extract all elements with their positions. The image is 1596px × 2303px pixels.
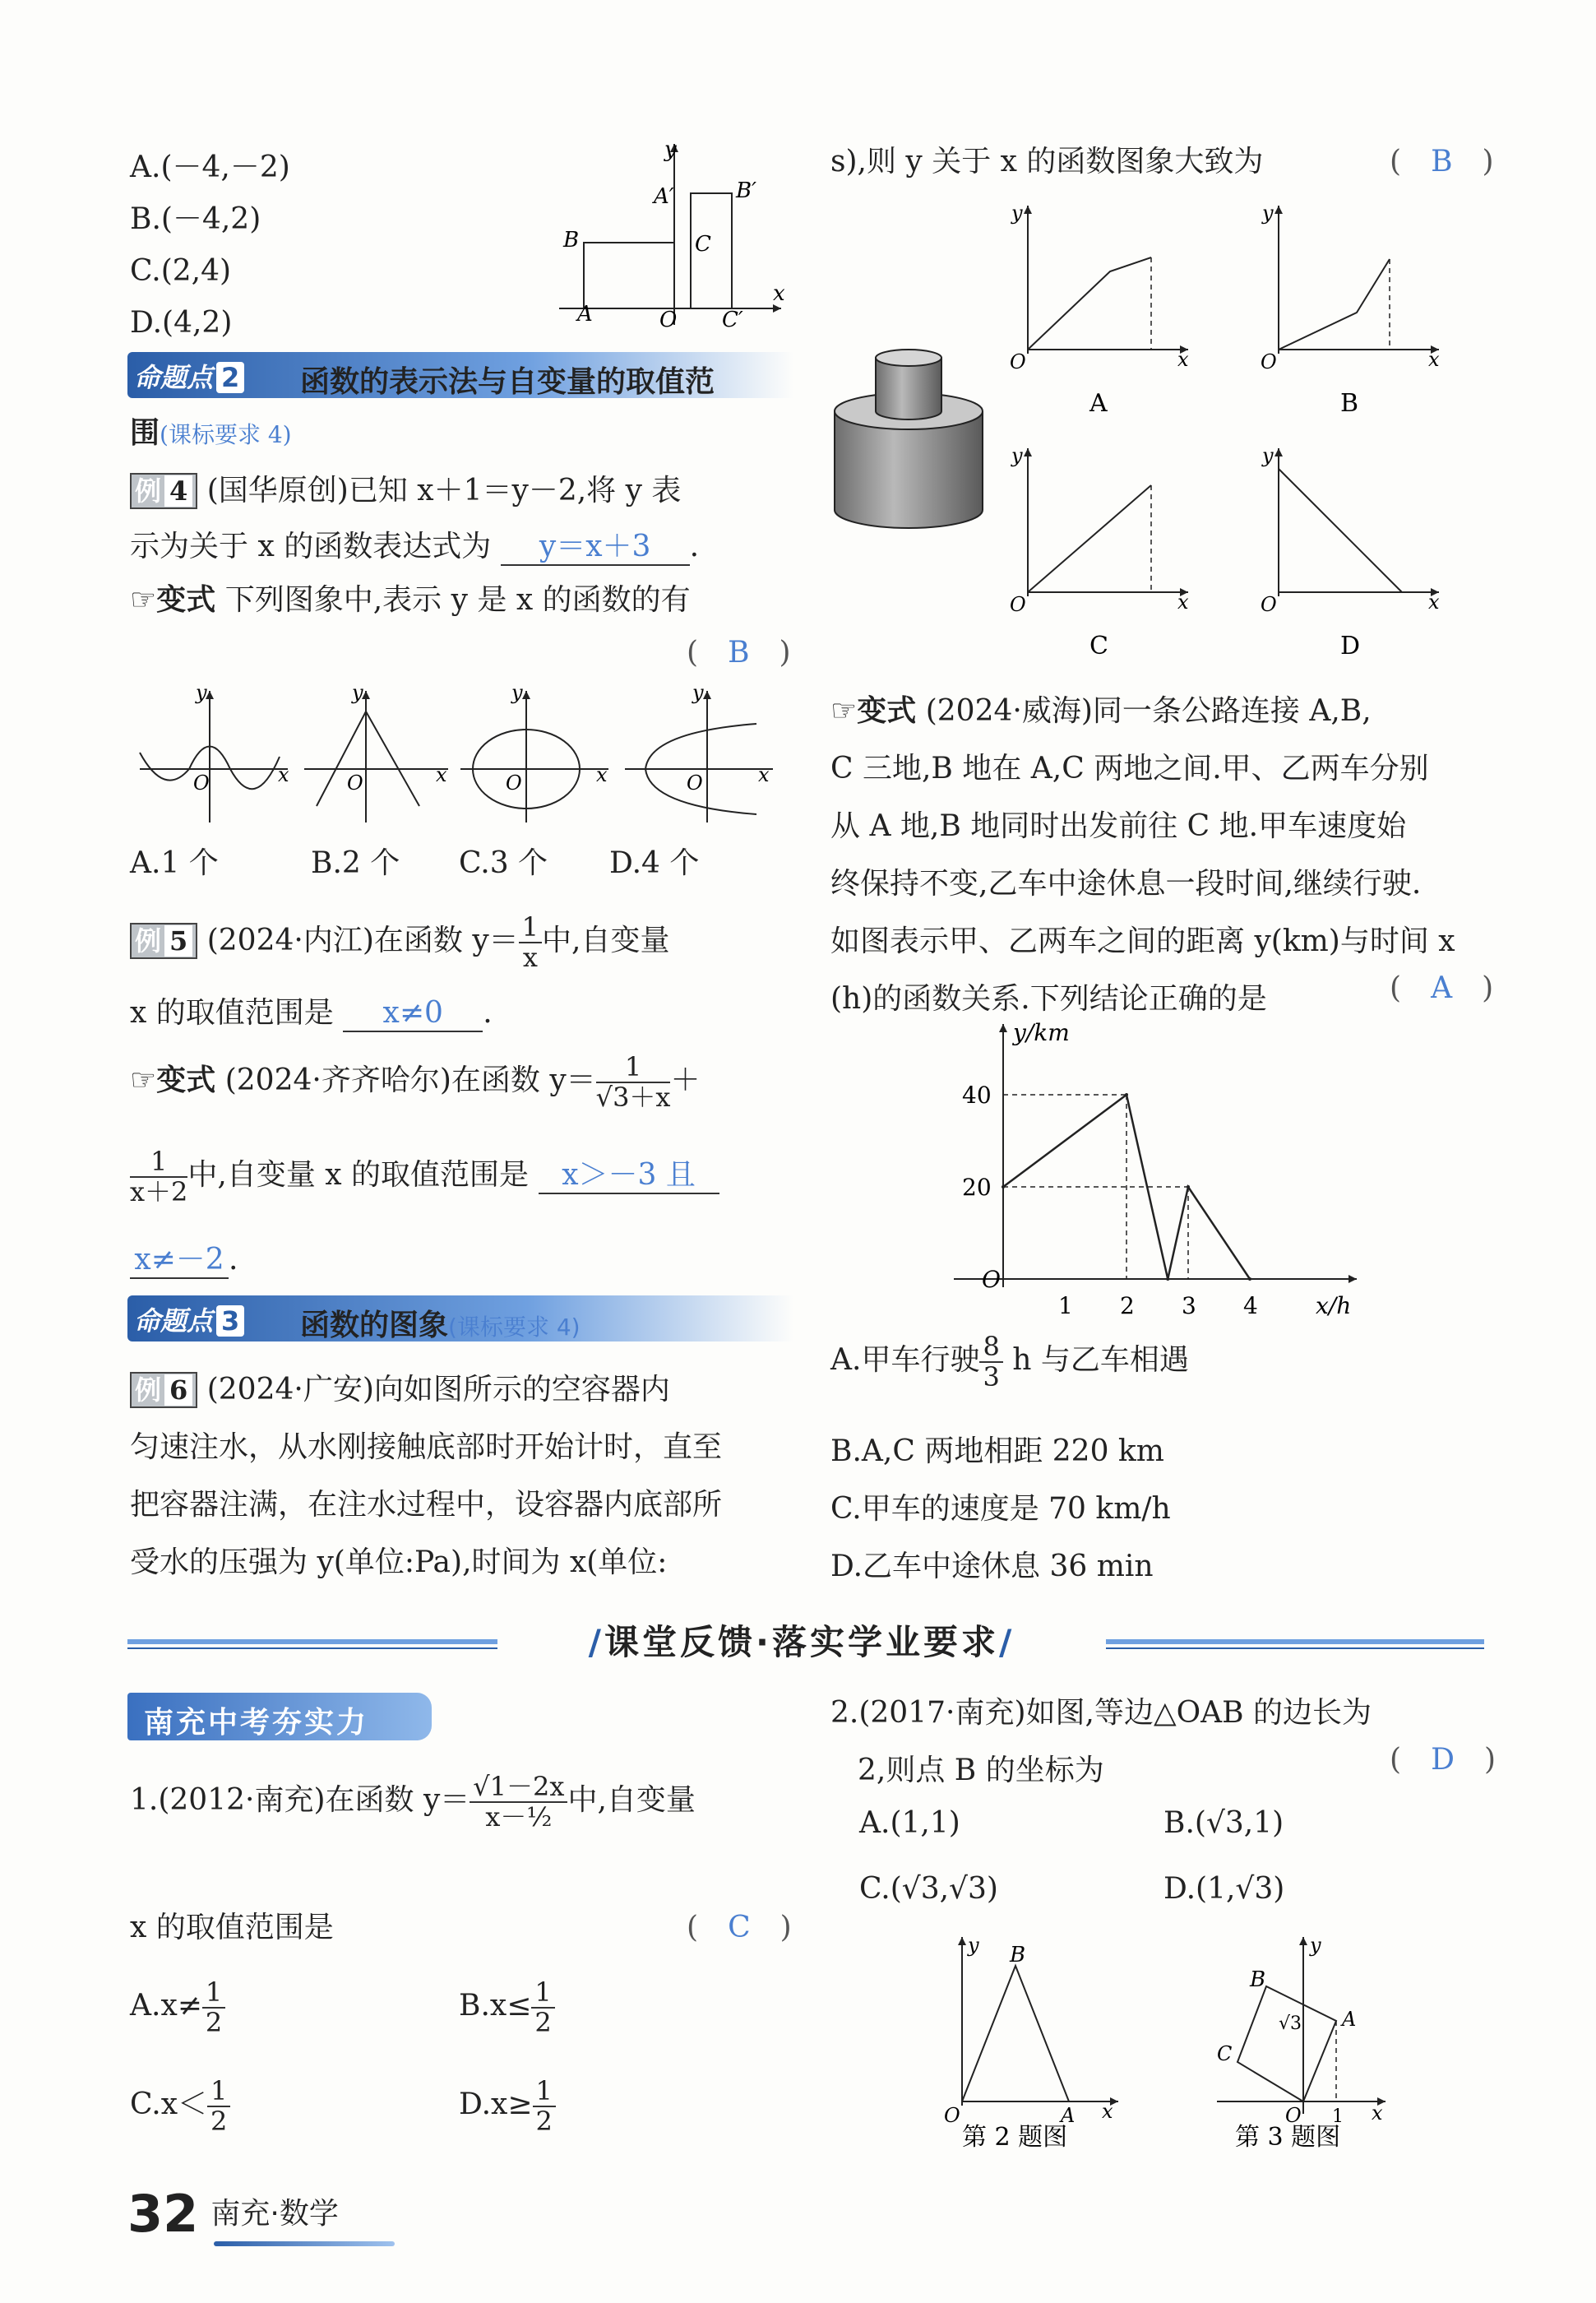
svg-text:B: B	[1010, 1943, 1026, 1967]
right-top-answer: B	[1431, 145, 1453, 178]
q1-option-c: C.x＜ $\frac{1}{2}$	[130, 2077, 230, 2136]
var3-line4: 终保持不变,乙车中途休息一段时间,继续行驶.	[830, 867, 1422, 901]
q1-text1: 1.(2012·南充)在函数 y＝	[130, 1783, 470, 1818]
y-tick-label: 40	[962, 1082, 992, 1109]
y-axis-label: y/km	[1013, 1019, 1070, 1046]
footer-title: 南充·数学	[210, 2197, 339, 2231]
x-tick-label: 3	[1182, 1292, 1196, 1319]
fig-label-o: O	[659, 308, 678, 332]
x-tick-label: 4	[1243, 1292, 1258, 1319]
fig-label-a: A	[577, 302, 593, 327]
curve-option-b: B.2 个	[311, 846, 400, 880]
ex6-line1: (2024·广安)向如图所示的空容器内	[206, 1373, 670, 1406]
q2-option-d: D.(1,√3)	[1163, 1872, 1285, 1906]
section-tag: 南充中考夯实力	[127, 1693, 432, 1740]
curve-abs	[304, 681, 448, 822]
x-axis-label: x/h	[1316, 1292, 1352, 1319]
svg-text:O: O	[193, 772, 210, 795]
q1-text3: x 的取值范围是	[130, 1911, 334, 1944]
svg-text:y: y	[1310, 1934, 1321, 1957]
svg-text:√3: √3	[1279, 2013, 1302, 2034]
curve-option-d: D.4 个	[609, 846, 700, 880]
var1-answer: B	[728, 636, 750, 670]
var2-text2: 中,自变量 x 的取值范围是	[187, 1158, 530, 1193]
var3-option-b: B.A,C 两地相距 220 km	[830, 1434, 1164, 1468]
svg-text:x: x	[596, 763, 608, 786]
var1-text: 下列图象中,表示 y 是 x 的函数的有	[224, 583, 691, 617]
svg-text:D: D	[1340, 632, 1361, 660]
option-a: A.(－4,－2)	[130, 151, 290, 184]
svg-text:y: y	[692, 681, 704, 704]
svg-text:x: x	[278, 763, 289, 786]
svg-text:y: y	[968, 1934, 979, 1957]
graph-b	[1261, 202, 1440, 418]
point2-req: (课标要求 4)	[160, 421, 292, 448]
data-point	[1187, 1185, 1190, 1189]
data-point	[1248, 1277, 1251, 1281]
svg-text:A: A	[1089, 389, 1108, 418]
ex5-answer: x≠0	[343, 995, 483, 1032]
point2-title-cont: 围	[130, 416, 160, 450]
ex6-label: 例 6	[130, 1372, 197, 1408]
curve-option-c: C.3 个	[459, 846, 548, 880]
svg-text:O: O	[1261, 350, 1277, 373]
fig-label-a-prime: A′	[654, 184, 674, 209]
svg-text:A: A	[1061, 2104, 1076, 2127]
fig-label-b-prime: B′	[736, 178, 757, 203]
var3-option-a: A.甲车行驶	[830, 1343, 980, 1378]
svg-text:O: O	[944, 2104, 960, 2127]
svg-text:y: y	[511, 681, 523, 704]
y-tick-label: 20	[962, 1174, 992, 1201]
svg-text:y: y	[196, 681, 207, 704]
svg-text:O: O	[347, 772, 363, 795]
var3-line5: 如图表示甲、乙两车之间的距离 y(km)与时间 x	[830, 924, 1455, 958]
var2-label: ☞变式	[130, 1063, 216, 1098]
banner: /课堂反馈·落实学业要求/	[127, 1624, 1484, 1666]
var3-label: ☞变式	[830, 694, 917, 728]
fig2-caption: 第 2 题图	[962, 2123, 1068, 2151]
x-axis-arrow	[1349, 1275, 1357, 1283]
q2-option-c: C.(√3,√3)	[859, 1872, 998, 1906]
ex4-text2: 示为关于 x 的函数表达式为	[130, 530, 492, 563]
ex4-text1: (国华原创)已知 x＋1＝y－2,将 y 表	[206, 474, 682, 507]
right-top-text: s),则 y 关于 x 的函数图象大致为	[830, 145, 1264, 178]
svg-text:O: O	[1010, 593, 1026, 616]
fig3	[1200, 1929, 1414, 2151]
svg-text:x: x	[436, 763, 447, 786]
svg-text:C: C	[1217, 2042, 1233, 2065]
y-axis-arrow	[999, 1024, 1007, 1032]
fig3-caption: 第 3 题图	[1235, 2123, 1341, 2151]
var3-line3: 从 A 地,B 地同时出发前往 C 地.甲车速度始	[830, 809, 1407, 843]
q1-answer: C	[728, 1911, 751, 1944]
graph-c	[1010, 444, 1189, 660]
q2-text1: 2.(2017·南充)如图,等边△OAB 的边长为	[830, 1696, 1372, 1730]
ex5-frac: $\frac{1}{x}$	[519, 913, 542, 972]
q2-option-a: A.(1,1)	[859, 1806, 960, 1840]
curve-sine	[140, 681, 289, 822]
data-point	[1125, 1093, 1128, 1096]
page-number: 32	[127, 2184, 199, 2244]
fig-label-x: x	[773, 281, 785, 306]
container-figure	[826, 337, 991, 535]
fig-label-c: C	[695, 232, 711, 257]
point3-header: 命题点 3 函数的图象(课标要求 4)	[127, 1295, 793, 1341]
svg-text:x: x	[1372, 2101, 1383, 2125]
svg-text:O: O	[506, 772, 522, 795]
svg-text:B: B	[1340, 389, 1359, 418]
svg-text:x: x	[1177, 591, 1189, 614]
ex5-label: 例 5	[130, 923, 197, 959]
svg-text:y: y	[352, 681, 363, 704]
curves-figure	[132, 674, 789, 831]
var3-line6: (h)的函数关系.下列结论正确的是	[830, 982, 1267, 1016]
svg-text:O: O	[1010, 350, 1026, 373]
ex6-line4: 受水的压强为 y(单位:Pa),时间为 x(单位:	[130, 1545, 668, 1579]
curve-option-a: A.1 个	[130, 846, 219, 880]
fig-label-c-prime: C′	[722, 308, 743, 332]
ex4-label: 例 4	[130, 473, 197, 509]
svg-text:y: y	[1011, 202, 1023, 225]
var2-answer2: x≠－2	[130, 1242, 229, 1279]
ex4-answer: y＝x＋3	[501, 529, 690, 566]
svg-text:C: C	[1089, 632, 1108, 660]
svg-text:O: O	[687, 772, 703, 795]
svg-text:x: x	[1428, 348, 1440, 371]
footer	[127, 2184, 339, 2244]
svg-text:y: y	[1262, 444, 1274, 467]
svg-text:x: x	[1102, 2100, 1113, 2123]
km-chart	[954, 1016, 1365, 1320]
var3-option-d: D.乙车中途休息 36 min	[830, 1550, 1154, 1583]
origin-label: O	[982, 1266, 1001, 1293]
var2-frac2: $\frac{1}{x+2}$	[130, 1146, 188, 1208]
var1-label: ☞变式	[130, 583, 216, 617]
svg-text:B: B	[1250, 1967, 1266, 1992]
ex6-line3: 把容器注满，在注水过程中，设容器内底部所	[130, 1488, 723, 1522]
data-point	[1166, 1277, 1169, 1281]
var3-option-c: C.甲车的速度是 70 km/h	[830, 1492, 1171, 1526]
option-b: B.(－4,2)	[130, 202, 261, 236]
var3-line1: (2024·威海)同一条公路连接 A,B,	[925, 694, 1372, 728]
rect-figure	[543, 136, 789, 333]
curve-parabola	[625, 681, 773, 822]
svg-text:y: y	[1262, 202, 1274, 225]
point2-header: 命题点 2 函数的表示法与自变量的取值范	[127, 352, 793, 398]
fig-label-b: B	[563, 228, 580, 253]
var3-line2: C 三地,B 地在 A,C 两地之间.甲、乙两车分别	[830, 752, 1429, 785]
svg-text:O: O	[1261, 593, 1277, 616]
fig-label-y: y	[664, 137, 677, 162]
svg-text:x: x	[1428, 591, 1440, 614]
var3-answer: A	[1431, 971, 1453, 1005]
q1-option-d: D.x≥ $\frac{1}{2}$	[459, 2077, 556, 2136]
option-c: C.(2,4)	[130, 254, 232, 288]
var2-frac1: $\frac{1}{√3+x}$	[595, 1051, 671, 1114]
svg-text:O: O	[1285, 2104, 1302, 2127]
ex5-text3: x 的取值范围是	[130, 996, 334, 1030]
q1-frac: $\frac{√1-2x}{\text{x－½}}$	[470, 1772, 567, 1832]
q2-option-b: B.(√3,1)	[1163, 1806, 1284, 1840]
svg-text:A: A	[1342, 2008, 1357, 2031]
ex6-line2: 匀速注水，从水刚接触底部时开始计时，直至	[130, 1430, 723, 1464]
svg-text:x: x	[1177, 348, 1189, 371]
q1-option-b: B.x≤ $\frac{1}{2}$	[459, 1978, 555, 2037]
curve-ellipse	[460, 681, 608, 822]
x-tick-label: 1	[1058, 1292, 1073, 1319]
q1-option-a: A.x≠ $\frac{1}{2}$	[130, 1978, 225, 2037]
option-d: D.(4,2)	[130, 306, 233, 340]
svg-text:x: x	[758, 763, 770, 786]
x-tick-label: 2	[1120, 1292, 1135, 1319]
graph-options	[995, 193, 1464, 670]
var2-text1: (2024·齐齐哈尔)在函数 y＝	[224, 1063, 596, 1098]
var2-answer1: x＞－3 且	[539, 1157, 719, 1194]
graph-a	[1010, 202, 1189, 418]
data-point	[1002, 1185, 1005, 1189]
ex5-text1: (2024·内江)在函数 y＝	[206, 924, 519, 958]
q2-text2: 2,则点 B 的坐标为	[858, 1754, 1104, 1787]
svg-text:y: y	[1011, 444, 1023, 467]
svg-text:1: 1	[1332, 2106, 1344, 2127]
fig2	[921, 1929, 1135, 2151]
q2-answer: D	[1431, 1743, 1455, 1777]
graph-d	[1261, 444, 1440, 660]
